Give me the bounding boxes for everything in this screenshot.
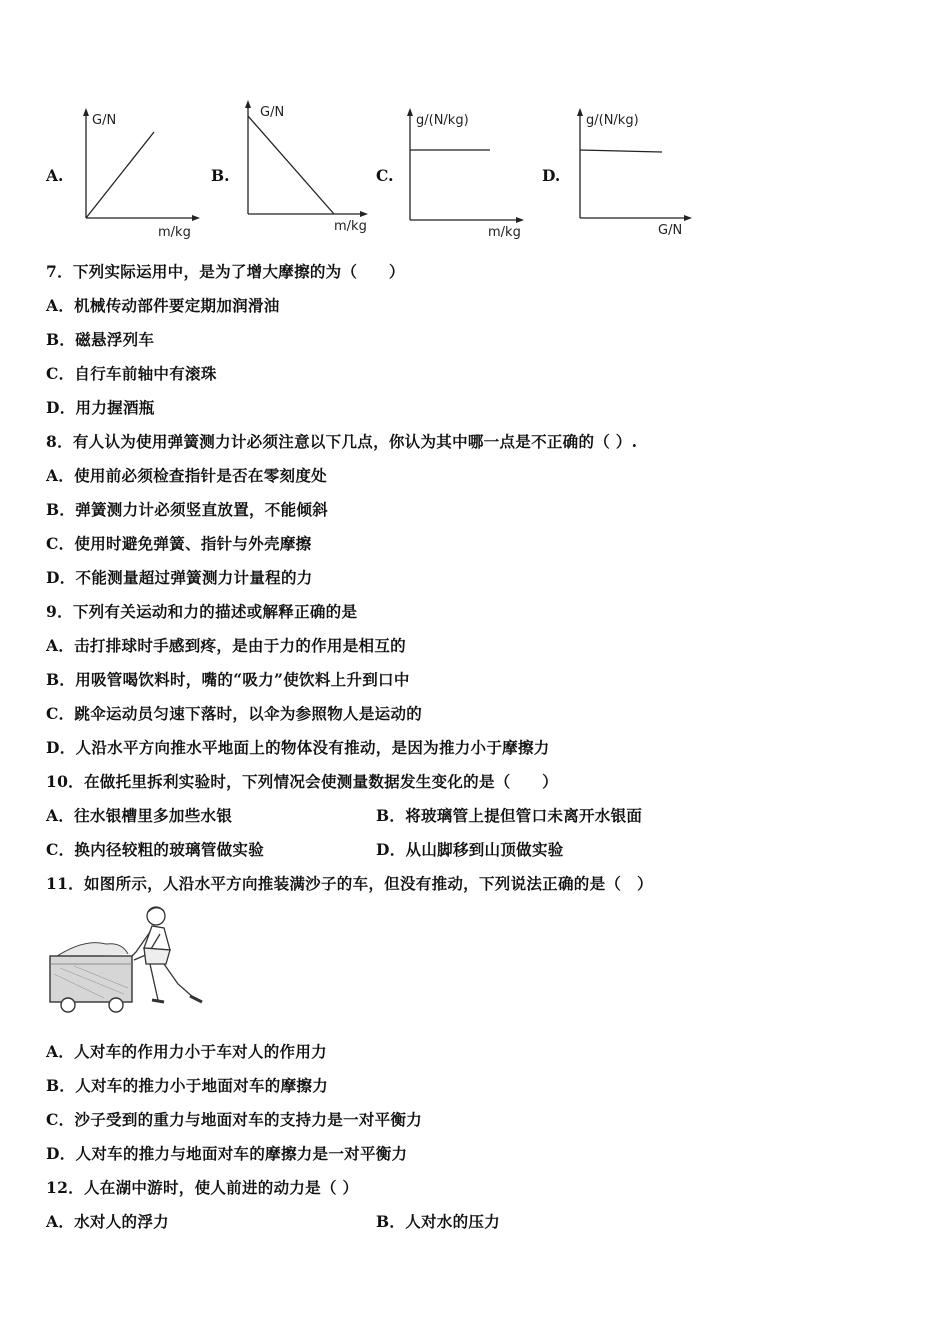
q10-option-c: C．换内径较粗的玻璃管做实验 xyxy=(46,840,265,859)
graph-d-line xyxy=(580,150,662,152)
q7-option-b: B．磁悬浮列车 xyxy=(46,330,155,349)
q9-option-d: D．人沿水平方向推水平地面上的物体没有推动，是因为推力小于摩擦力 xyxy=(46,738,550,757)
q8-option-b: B．弹簧测力计必须竖直放置，不能倾斜 xyxy=(46,500,329,519)
boy-pushing-cart-figure xyxy=(44,902,214,1018)
q12-stem: 12．人在湖中游时，使人前进的动力是（ ） xyxy=(46,1178,359,1197)
boy xyxy=(132,907,202,1002)
q8-option-a: A．使用前必须检查指针是否在零刻度处 xyxy=(46,466,327,485)
boy-leg-front xyxy=(150,964,158,1000)
boy-leg-back xyxy=(164,964,194,998)
graph-d-label: D. xyxy=(542,166,561,185)
graph-c-x-arrow xyxy=(516,217,524,223)
graph-c-label: C. xyxy=(376,166,394,185)
graph-a-label: A. xyxy=(46,166,64,185)
graph-c-y-arrow xyxy=(407,108,413,116)
q10-option-d: D．从山脚移到山顶做实验 xyxy=(376,840,564,859)
boy-shoe-back xyxy=(190,996,202,1002)
q9-stem: 9．下列有关运动和力的描述或解释正确的是 xyxy=(46,602,358,621)
graph-a-x-arrow xyxy=(192,215,200,221)
q10-option-a: A．往水银槽里多加些水银 xyxy=(46,806,233,825)
graph-b-ylabel: G/N xyxy=(260,105,285,120)
graph-a-ylabel: G/N xyxy=(92,113,117,128)
graph-b xyxy=(240,96,380,236)
q7-option-c: C．自行车前轴中有滚珠 xyxy=(46,364,217,383)
boy-shorts xyxy=(144,948,170,964)
q8-option-d: D．不能测量超过弹簧测力计量程的力 xyxy=(46,568,313,587)
q11-option-b: B．人对车的推力小于地面对车的摩擦力 xyxy=(46,1076,329,1095)
q7-option-a: A．机械传动部件要定期加润滑油 xyxy=(46,296,280,315)
cart-wheel-right xyxy=(109,998,123,1012)
q9-option-b: B．用吸管喝饮料时，嘴的“吸力”使饮料上升到口中 xyxy=(46,670,410,689)
graph-d-x-arrow xyxy=(684,215,692,221)
q11-option-c: C．沙子受到的重力与地面对车的支持力是一对平衡力 xyxy=(46,1110,423,1129)
q12-option-b: B．人对水的压力 xyxy=(376,1212,501,1231)
cart-box xyxy=(50,956,132,1002)
graph-b-x-arrow xyxy=(360,211,368,217)
q7-option-d: D．用力握酒瓶 xyxy=(46,398,155,417)
q10-stem: 10．在做托里拆利实验时，下列情况会使测量数据发生变化的是（ ） xyxy=(46,772,558,791)
graph-a-xlabel: m/kg xyxy=(158,225,191,240)
graph-b-xlabel: m/kg xyxy=(334,219,367,234)
q8-stem: 8．有人认为使用弹簧测力计必须注意以下几点，你认为其中哪一点是不正确的（ ）. xyxy=(46,432,638,451)
graph-c-ylabel: g/(N/kg) xyxy=(416,113,469,128)
graph-b-y-arrow xyxy=(245,100,251,108)
q9-option-a: A．击打排球时手感到疼，是由于力的作用是相互的 xyxy=(46,636,406,655)
q9-option-c: C．跳伞运动员匀速下落时，以伞为参照物人是运动的 xyxy=(46,704,423,723)
boy-shoe-front xyxy=(152,1000,164,1002)
graph-a-line xyxy=(86,132,154,218)
graph-a-y-arrow xyxy=(83,108,89,116)
q12-option-a: A．水对人的浮力 xyxy=(46,1212,169,1231)
graph-d-y-arrow xyxy=(577,108,583,116)
graph-c-xlabel: m/kg xyxy=(488,225,521,240)
cart-wheel-left xyxy=(61,998,75,1012)
graph-c xyxy=(402,104,532,240)
graph-d xyxy=(572,104,702,238)
q11-stem: 11．如图所示，人沿水平方向推装满沙子的车，但没有推动，下列说法正确的是（ ） xyxy=(46,874,653,893)
q11-option-d: D．人对车的推力与地面对车的摩擦力是一对平衡力 xyxy=(46,1144,408,1163)
graph-b-label: B. xyxy=(211,166,230,185)
q10-option-b: B．将玻璃管上提但管口未离开水银面 xyxy=(376,806,643,825)
graph-b-line xyxy=(248,116,334,214)
q7-stem: 7．下列实际运用中，是为了增大摩擦的为（ ） xyxy=(46,262,405,281)
q11-option-a: A．人对车的作用力小于车对人的作用力 xyxy=(46,1042,327,1061)
sand-cart xyxy=(50,943,132,1012)
q8-option-c: C．使用时避免弹簧、指针与外壳摩擦 xyxy=(46,534,312,553)
graph-d-xlabel: G/N xyxy=(658,223,683,238)
graph-d-ylabel: g/(N/kg) xyxy=(586,113,639,128)
graph-a xyxy=(78,104,208,240)
